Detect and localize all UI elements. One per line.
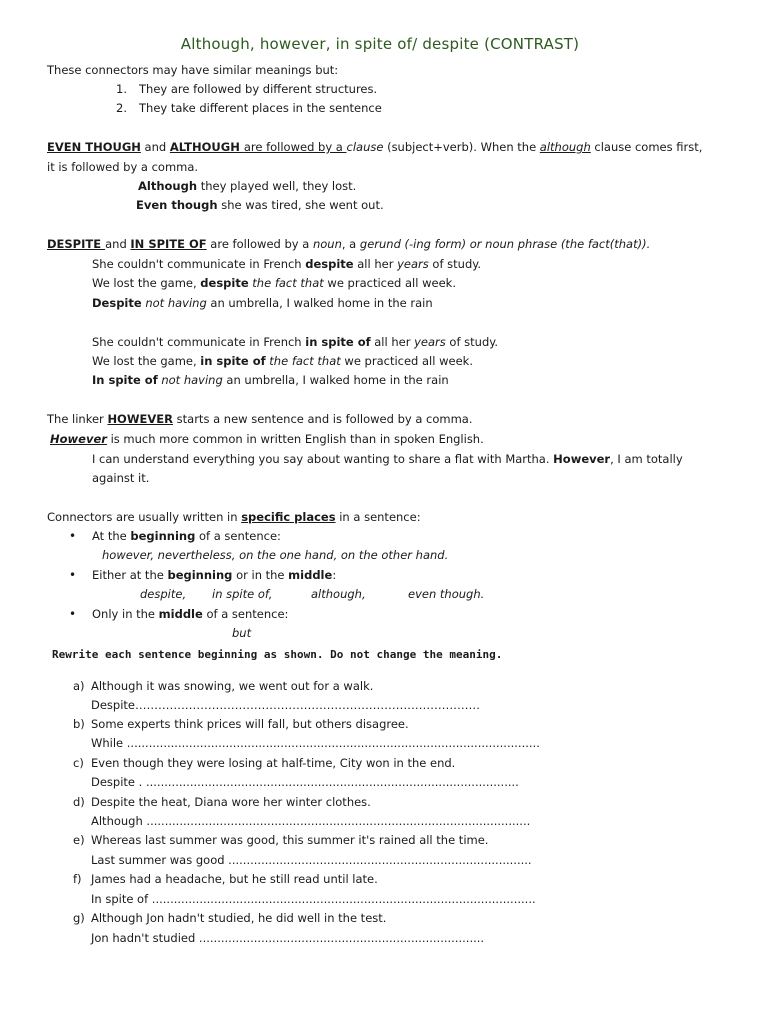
however-usage — [50, 430, 484, 450]
exercise-item-prompt: Although Jon hadn't studied, he did well in the test. — [91, 911, 387, 925]
text: However — [553, 452, 611, 466]
text: middle — [288, 568, 333, 582]
text: , I am totally — [610, 452, 683, 466]
intro-number-1: 1. — [116, 82, 127, 96]
exercise-item-label: b) — [73, 717, 85, 731]
text: an umbrella, I walked home in the rain — [206, 296, 433, 310]
exercise-answer-line[interactable]: Jon hadn't studied .............................................................................. — [91, 931, 485, 945]
intro-lead: These connectors may have similar meanings but: — [47, 63, 339, 77]
text: all her — [370, 335, 415, 349]
exercise-item-label: e) — [73, 833, 85, 847]
exercise-answer-line[interactable]: In spite of ......................................................................................................... — [91, 892, 536, 906]
exercise-answer-line[interactable]: Last summer was good ................................................................................... — [91, 853, 532, 867]
text: all her — [353, 257, 398, 271]
text: : — [332, 568, 337, 582]
text: in spite of — [305, 335, 371, 349]
text: We lost the game, — [92, 276, 201, 290]
text: is much more common in written English than in spoken English. — [106, 432, 484, 446]
exercise-instruction: Rewrite each sentence beginning as shown. Do not change the meaning. — [52, 648, 503, 661]
text: noun — [312, 237, 342, 251]
text: DESPITE — [47, 237, 106, 251]
text: Although — [138, 179, 198, 193]
exercise-item-label: g) — [73, 911, 85, 925]
text: or in the — [232, 568, 289, 582]
however-example-cont: against it. — [92, 471, 150, 485]
exercise-item-prompt: Whereas last summer was good, this summer it's rained all the time. — [91, 833, 489, 847]
text: clause — [346, 140, 384, 154]
text: starts a new sentence and is followed by a comma. — [173, 412, 473, 426]
text: We lost the game, — [92, 354, 201, 368]
text: Despite — [92, 296, 142, 310]
text: of a sentence: — [195, 529, 281, 543]
placement-either — [92, 566, 336, 586]
text: despite — [200, 276, 249, 290]
text: She couldn't communicate in French — [92, 335, 306, 349]
despite-example-1 — [92, 255, 481, 275]
text: in a sentence: — [335, 510, 421, 524]
exercise-item-label: d) — [73, 795, 85, 809]
text: clause comes first, — [590, 140, 703, 154]
text: gerund (-ing form) or noun phrase (the fact(that)). — [359, 237, 651, 251]
placement-middle-example: but — [232, 626, 252, 640]
however-example — [92, 450, 683, 470]
text: and — [140, 140, 170, 154]
text: we practiced all week. — [323, 276, 456, 290]
intro-point-2: They take different places in the sentence — [139, 101, 382, 115]
page-title: Although, however, in spite of/ despite (CONTRAST) — [180, 35, 580, 53]
text: although — [539, 140, 591, 154]
text: and — [105, 237, 131, 251]
placement-lead — [47, 508, 421, 528]
although-rule-cont: it is followed by a comma. — [47, 160, 199, 174]
text: However — [50, 432, 107, 446]
although-keyword: ALTHOUGH — [169, 140, 244, 154]
text: they played well, they lost. — [197, 179, 357, 193]
placement-either-example-3: although, — [311, 587, 366, 601]
text: Either at the — [92, 568, 168, 582]
placement-middle — [92, 605, 288, 625]
exercise-answer-line[interactable]: While ................................................................................................................. — [91, 736, 540, 750]
despite-rule — [47, 235, 650, 255]
placement-either-example-4: even though. — [408, 587, 485, 601]
in-spite-of-example-2 — [92, 352, 473, 372]
placement-beginning-examples: however, nevertheless, on the one hand, on the other hand. — [102, 548, 449, 562]
text: HOWEVER — [107, 412, 173, 426]
intro-point-1: They are followed by different structures. — [139, 82, 378, 96]
text: specific places — [241, 510, 336, 524]
exercise-answer-line[interactable]: Despite……………………………………………………………………………… — [91, 698, 481, 712]
bullet-icon: • — [69, 529, 77, 543]
exercise-item-prompt: James had a headache, but he still read until late. — [91, 872, 378, 886]
placement-either-example-2: in spite of, — [212, 587, 273, 601]
text: not having — [141, 296, 207, 310]
exercise-item-label: c) — [73, 756, 84, 770]
text: Even though — [136, 198, 218, 212]
text: of a sentence: — [202, 607, 289, 621]
despite-example-3 — [92, 294, 433, 314]
text: She couldn't communicate in French — [92, 257, 306, 271]
in-spite-of-example-3 — [92, 371, 449, 391]
although-example-1 — [138, 177, 356, 197]
text: beginning — [167, 568, 233, 582]
exercise-item-label: f) — [73, 872, 82, 886]
although-example-2 — [136, 196, 384, 216]
even-though-keyword: EVEN THOUGH — [47, 140, 141, 154]
text: of study. — [428, 257, 482, 271]
text: not having — [157, 373, 223, 387]
in-spite-of-example-1 — [92, 333, 498, 353]
placement-beginning — [92, 527, 281, 547]
exercise-item-label: a) — [73, 679, 85, 693]
although-rule — [47, 138, 702, 158]
text: an umbrella, I walked home in the rain — [222, 373, 449, 387]
text: At the — [92, 529, 131, 543]
exercise-item-prompt: Even though they were losing at half-time, City won in the end. — [91, 756, 456, 770]
text: we practiced all week. — [340, 354, 473, 368]
text: Connectors are usually written in — [47, 510, 242, 524]
text: years — [397, 257, 429, 271]
placement-either-example-1: despite, — [140, 587, 187, 601]
text: middle — [158, 607, 203, 621]
text: Only in the — [92, 607, 159, 621]
exercise-answer-line[interactable]: Despite . ...................................................................................................... — [91, 775, 519, 789]
exercise-item-prompt: Despite the heat, Diana wore her winter clothes. — [91, 795, 371, 809]
text: she was tired, she went out. — [217, 198, 384, 212]
however-rule — [47, 410, 473, 430]
exercise-item-prompt: Although it was snowing, we went out for a walk. — [91, 679, 374, 693]
text: despite — [305, 257, 354, 271]
text: of study. — [445, 335, 499, 349]
text: years — [414, 335, 446, 349]
text: , a — [341, 237, 360, 251]
text: beginning — [130, 529, 196, 543]
bullet-icon: • — [69, 568, 77, 582]
text: are followed by a — [243, 140, 347, 154]
exercise-answer-line[interactable]: Although ......................................................................................................... — [91, 814, 531, 828]
text: are followed by a — [206, 237, 313, 251]
text: (subject+verb). When the — [383, 140, 540, 154]
text: I can understand everything you say about wanting to share a flat with Martha. — [92, 452, 554, 466]
text: the fact that — [248, 276, 324, 290]
intro-number-2: 2. — [116, 101, 127, 115]
text: in spite of — [200, 354, 266, 368]
text: IN SPITE OF — [130, 237, 207, 251]
text: In spite of — [92, 373, 158, 387]
text: the fact that — [265, 354, 341, 368]
despite-example-2 — [92, 274, 456, 294]
bullet-icon: • — [69, 607, 77, 621]
text: The linker — [47, 412, 108, 426]
exercise-item-prompt: Some experts think prices will fall, but others disagree. — [91, 717, 409, 731]
